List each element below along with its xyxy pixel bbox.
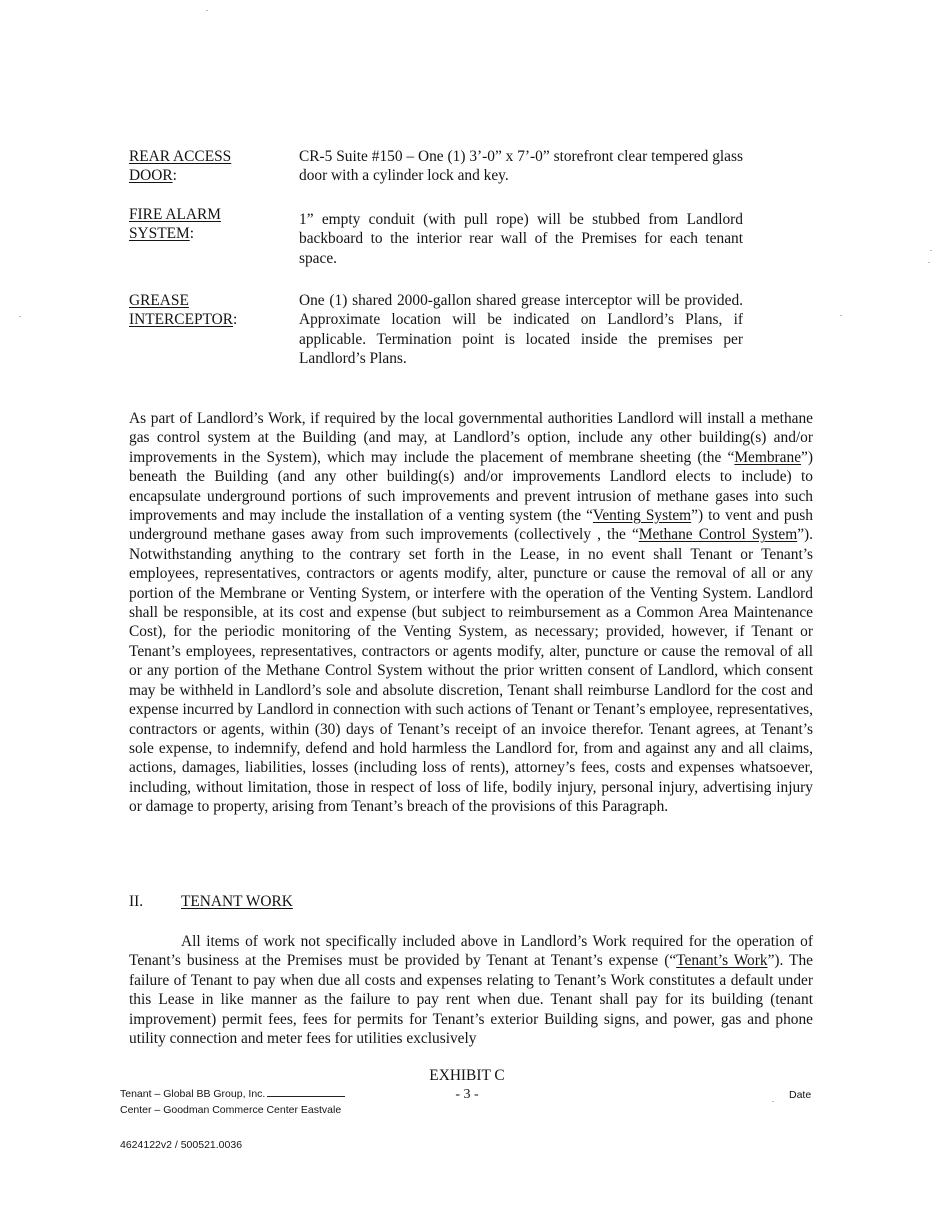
spec-label: [129, 205, 279, 244]
spec-label-line2: SYSTEM: [129, 225, 190, 243]
spec-text: 1” empty conduit (with pull rope) will be stubbed from Landlord backboard to the interior rear wall of the Premises for each tenant space.: [299, 211, 743, 267]
scan-speck: [772, 1101, 774, 1102]
paragraph-text: ”). Notwithstanding anything to the contrary set forth in the Lease, in no event shall Tenant or Tenant’s employees, representatives, contractors or agents modify, alter, puncture or cause the removal of all or any portion of the Membrane or Venting System, or interfere with the operation of the Venting System. Landlord shall be responsible, at its cost and expense (but subject to reimbursement as a Common Area Maintenance Cost), for the periodic monitoring of the Venting System, as necessary; provided, however, if Tenant or Tenant’s employees, representatives, contractors or agents modify, alter, puncture or cause the removal of all or any portion of the Methane Control System without the prior written consent of Landlord, which consent may be withheld in Landlord’s sole and absolute discretion, Tenant shall reimburse Landlord for the cost and expense incurred by Landlord in connection with such actions of Tenant or Tenant’s employee, representatives, contractors or agents, within (30) days of Tenant’s receipt of an invoice therefor. Tenant agrees, at Tenant’s sole expense, to indemnify, defend and hold harmless the Landlord for, from and against any and all claims, actions, damages, liabilities, losses (including loss of rents), attorney’s fees, costs and expenses whatsoever, including, without limitation, those in respect of loss of life, bodily injury, personal injury, advertising injury or damage to property, arising from Tenant’s breach of the provisions of this Paragraph.: [129, 526, 813, 816]
paragraph-text: All items of work not specifically included above in Landlord’s Work required for the operation of Tenant’s business at the Premises must be provided by Tenant at Tenant’s expense (“: [129, 933, 813, 970]
scan-speck: [930, 250, 932, 251]
spec-label: [129, 291, 279, 330]
tenant-name: Tenant – Global BB Group, Inc.: [120, 1088, 266, 1100]
scan-speck: [19, 316, 21, 317]
paragraph-text: ”) beneath the Building (and any other building(s) and/or improvements Landlord elects to include) to encapsulate underground portions of such improvements and prevent intrusion of methane gases into such improvements and may include the installation of a venting system (the “: [129, 448, 813, 525]
spec-label: [129, 147, 279, 186]
spec-text: One (1) shared 2000-gallon shared grease interceptor will be provided. Approximate location will be indicated on Landlord’s Plans, if applicable. Termination point is located inside the premises per Landlord’s Plans.: [299, 292, 743, 368]
spec-label-line2: DOOR: [129, 167, 173, 185]
scan-speck: [928, 262, 930, 263]
spec-label-line2: INTERCEPTOR: [129, 311, 234, 329]
methane-control-paragraph: [129, 409, 813, 817]
spec-label-colon: :: [172, 167, 177, 185]
spec-label-colon: :: [189, 225, 195, 243]
spec-label-line1: REAR ACCESS: [129, 148, 232, 165]
defined-term-venting-system: Venting System: [592, 507, 692, 525]
signature-line: [267, 1096, 345, 1097]
spec-label-colon: :: [233, 311, 238, 329]
spec-label-line1: FIRE ALARM: [129, 206, 221, 223]
section-number: II.: [129, 893, 144, 910]
defined-term-tenants-work: Tenant’s Work: [676, 952, 768, 970]
page-number: - 3 -: [455, 1087, 479, 1102]
spec-label-line1: GREASE: [129, 292, 189, 309]
defined-term-membrane: Membrane: [734, 448, 802, 466]
scan-speck: [206, 10, 208, 11]
document-number: 4624122v2 / 500521.0036: [120, 1139, 243, 1151]
exhibit-label: EXHIBIT C: [429, 1067, 505, 1084]
paragraph-text: ”). The failure of Tenant to pay when due all costs and expenses relating to Tenant’s Work constitutes a default under this Lease in like manner as the failure to pay rent when due. Tenant shall pay for its building (tenant improvement) permit fees, fees for permits for Tenant’s exterior Building signs, and power, gas and phone utility connection and meter fees for utilities exclusively: [129, 952, 813, 1048]
footer-center-line: Center – Goodman Commerce Center Eastvale: [120, 1104, 342, 1116]
footer-date-label: Date: [789, 1089, 812, 1101]
footer-tenant-line: [120, 1087, 345, 1101]
spec-text: CR-5 Suite #150 – One (1) 3’-0” x 7’-0” storefront clear tempered glass door with a cylinder lock and key.: [299, 148, 743, 185]
defined-term-methane-control-system: Methane Control System: [638, 526, 798, 544]
paragraph-text: ”) to vent and push underground methane gases away from such improvements (collectively , the “: [129, 507, 813, 544]
paragraph-text: As part of Landlord’s Work, if required by the local governmental authorities Landlord will install a methane gas control system at the Building (and may, at Landlord’s option, include any other building(s) and/or improvements in the System), which may include the placement of membrane sheeting (the “: [129, 410, 813, 466]
scan-speck: [840, 315, 842, 316]
tenant-work-paragraph: [129, 932, 813, 1048]
section-title: TENANT WORK: [181, 893, 293, 910]
